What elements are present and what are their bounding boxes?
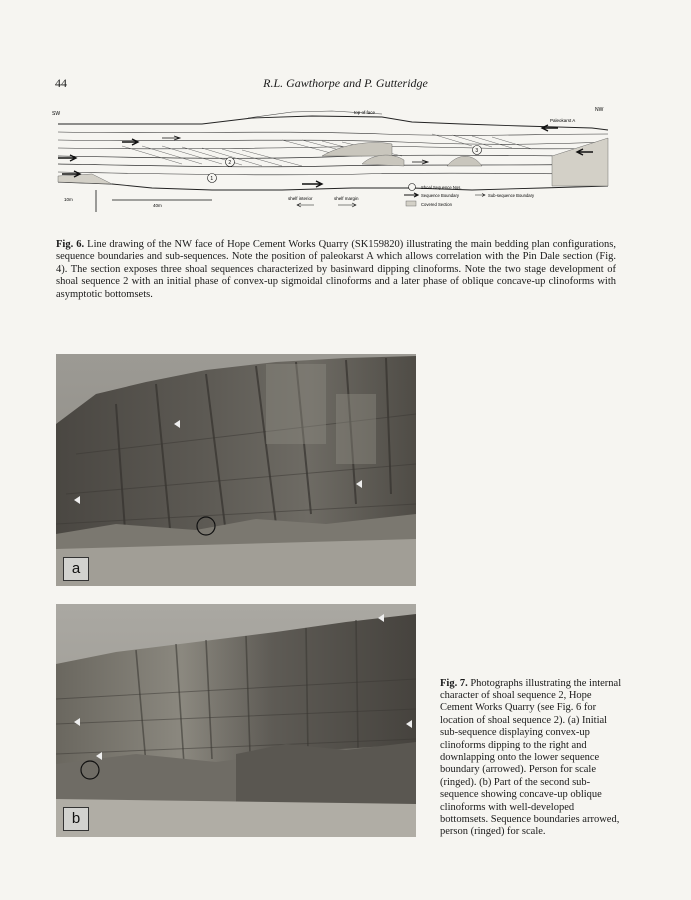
panel-label-b: b (63, 807, 89, 831)
figure-7b-photo (56, 604, 416, 837)
panel-label-a: a (63, 557, 89, 581)
label-paleokarst: Paleokarst A (550, 118, 576, 123)
legend-shoal-text: Shoal Sequence Nos. (421, 185, 462, 190)
legend-covered-text: Covered Section (421, 202, 452, 207)
label-shelf-margin: shelf margin (334, 196, 359, 201)
label-nw: NW (595, 107, 604, 113)
legend-subsequence-arrow (475, 194, 485, 197)
horizontal-scale-label: 40m (153, 203, 162, 208)
running-header: R.L. Gawthorpe and P. Gutteridge (263, 76, 428, 90)
seq-3-number: 3 (475, 148, 479, 154)
legend-sequence-text: Sequence Boundary (421, 193, 459, 198)
figure-6-caption-text: Line drawing of the NW face of Hope Cement Works Quarry (SK159820) illustrating the main bedding plan configurations, sequence boundaries and sub-sequences. Note the position of paleokarst A which allows correlation with the Pin Dale section (Fig. 4). The section exposes three shoal sequences characterized by basinward dipping clinoforms. Note the two stage development of shoal sequence 2 with an initial phase of convex-up sigmoidal clinoforms and a later phase of oblique concave-up clinoforms with asymptotic bottomsets. (56, 238, 616, 300)
seq-1-number: 1 (210, 176, 214, 182)
legend-shoal-circle (409, 184, 416, 191)
legend-sequence-arrow (404, 193, 418, 197)
figure-6-caption-label: Fig. 6. (56, 238, 85, 250)
vertical-scale-label: 10m (64, 197, 73, 202)
label-top-of-face: top of face (354, 110, 376, 115)
legend-covered-swatch (406, 201, 416, 206)
figure-7-caption-label: Fig. 7. (440, 677, 468, 689)
figure-7-caption-text: Photographs illustrating the internal character of shoal sequence 2, Hope Cement Works Quarry (see Fig. 6 for location of shoal sequence 2). (a) Initial sub-sequence displaying convex-up clinoforms dipping to the right and downlapping onto the lower sequence boundary (arrowed). Person for scale (ringed). (b) Part of the second sub-sequence showing concave-up oblique clinoforms with well-developed bottomsets. Sequence boundaries arrowed, person (ringed) for scale. (440, 677, 622, 838)
label-sw: SW (52, 111, 61, 117)
seq-2-number: 2 (228, 160, 232, 166)
figure-7a-photo (56, 354, 416, 586)
figure-6-line-drawing (52, 104, 610, 216)
quarry-face-photo-b (56, 604, 416, 837)
figure-7-caption (440, 678, 622, 839)
figure-6-caption (56, 239, 616, 302)
quarry-face-photo-a (56, 354, 416, 586)
page-number: 44 (55, 76, 67, 90)
legend-subsequence-text: Sub-sequence Boundary (488, 193, 535, 198)
quarry-section-drawing (52, 104, 610, 216)
label-shelf-interior: shelf interior (288, 196, 313, 201)
